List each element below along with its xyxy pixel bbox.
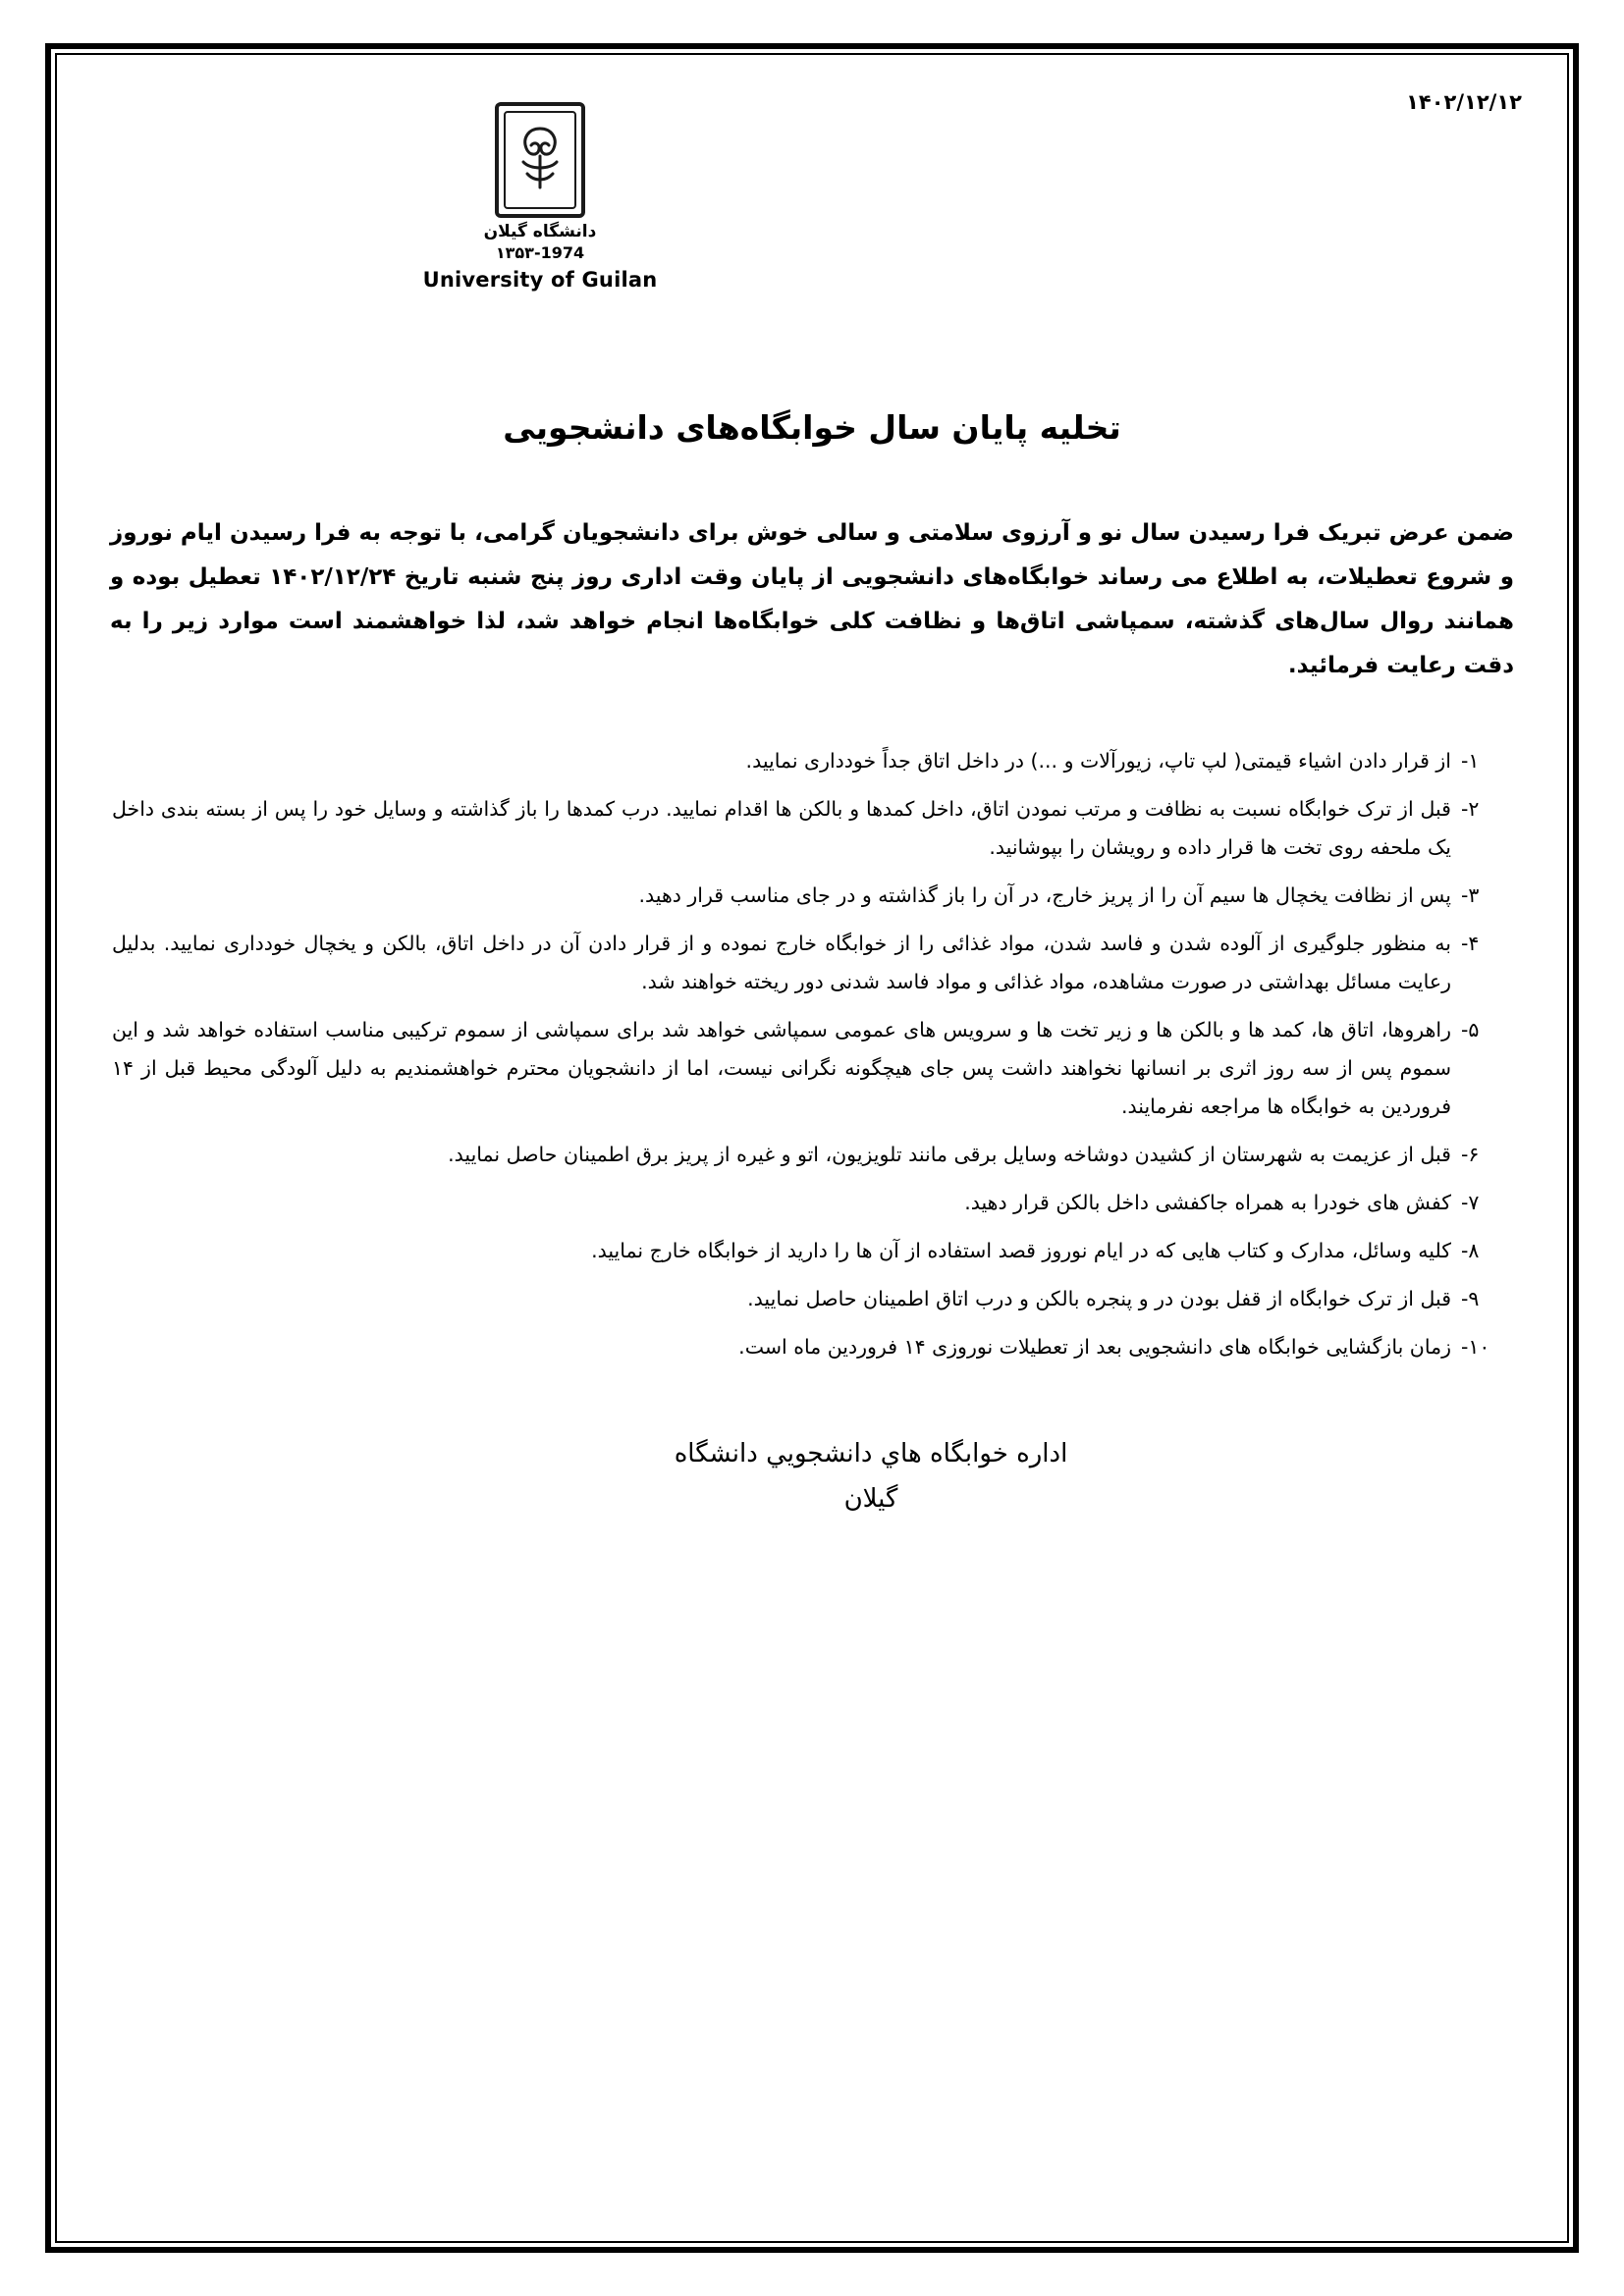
list-item-number: ۸- xyxy=(1461,1238,1480,1262)
university-emblem-icon xyxy=(495,102,585,218)
list-item xyxy=(112,1328,1506,1366)
list-item-number: ۲- xyxy=(1461,797,1480,822)
list-item-text: کفش های خودرا به همراه جاکفشی داخل بالکن قرار دهید. xyxy=(964,1190,1451,1214)
list-item-number: ۳- xyxy=(1461,883,1480,908)
list-item-text: کلیه وسائل، مدارک و کتاب هایی که در ایام نوروز قصد استفاده از آن ها را دارید از خوابگاه خارج نمایید. xyxy=(591,1238,1451,1262)
university-founding-year: ۱۳۵۳-1974 xyxy=(495,243,585,262)
list-item-text: راهروها، اتاق ها، کمد ها و بالکن ها و زیر تخت ها و سرویس های عمومی سمپاشی خواهد شد برای سمپاشی از سموم ترکیبی مناسب استفاده خواهد شد و این سموم پس از سه روز اثری بر انسانها نخواهند داشت پس جای هیچگونه نگرانی نیست، اما از دانشجویان محترم خواهشمندیم به دلیل آلودگی محیط قبل از ۱۴ فروردین به خوابگاه ها مراجعه نفرمایند. xyxy=(112,1018,1451,1118)
list-item-number: ۹- xyxy=(1461,1286,1480,1310)
list-item-text: قبل از عزیمت به شهرستان از کشیدن دوشاخه وسایل برقی مانند تلویزیون، اتو و غیره از پریز برق اطمینان حاصل نمایید. xyxy=(448,1142,1451,1166)
list-item xyxy=(112,1011,1506,1126)
signature-line-1: اداره خوابگاه هاي دانشجويي دانشگاه xyxy=(674,1438,1068,1468)
list-item-number: ۴- xyxy=(1461,932,1480,956)
signature-block xyxy=(88,1431,1536,1523)
list-item-text: قبل از ترک خوابگاه از قفل بودن در و پنجره بالکن و درب اتاق اطمینان حاصل نمایید. xyxy=(747,1286,1451,1310)
list-item xyxy=(112,1136,1506,1174)
university-name-en: University of Guilan xyxy=(422,268,658,292)
list-item-text: پس از نظافت یخچال ها سیم آن را از پریز خارج، در آن را باز گذاشته و در جای مناسب قرار دهید. xyxy=(638,883,1451,908)
instructions-list xyxy=(112,742,1506,1365)
list-item-text: از قرار دادن اشیاء قیمتی( لپ تاپ، زیورآلات و ...) در داخل اتاق جداً خودداری نمایید. xyxy=(745,749,1451,774)
list-item xyxy=(112,742,1506,780)
list-item-text: قبل از ترک خوابگاه نسبت به نظافت و مرتب نمودن اتاق، داخل کمدها و بالکن ها اقدام نمایید. درب کمدها را باز گذاشته و وسایل خود را پس از بسته بندی داخل یک ملحفه روی تخت ها قرار داده و رویشان را بپوشانید. xyxy=(112,797,1451,860)
list-item-number: ۱- xyxy=(1461,749,1480,774)
emblem-glyph xyxy=(507,116,573,202)
list-item-number: ۷- xyxy=(1461,1190,1480,1214)
intro-paragraph: ضمن عرض تبریک فرا رسیدن سال نو و آرزوی سلامتی و سالی خوش برای دانشجویان گرامی، با توجه به فرا رسیدن ایام نوروز و شروع تعطیلات، به اطلاع می رساند خوابگاه‌های دانشجویی از پایان وقت اداری روز پنج شنبه تاریخ ۱۴۰۲/۱۲/۲۴ تعطیل بوده و همانند روال سال‌های گذشته، سمپاشی اتاق‌ها و نظافت کلی خوابگاه‌ها انجام خواهد شد، لذا خواهشمند است موارد زیر را به دقت رعایت فرمائید. xyxy=(110,520,1514,678)
list-item-number: ۵- xyxy=(1461,1018,1480,1041)
document-content xyxy=(88,84,1536,2212)
page-title: تخلیه پایان سال خوابگاه‌های دانشجویی xyxy=(503,408,1121,447)
list-item xyxy=(112,1184,1506,1222)
list-item xyxy=(112,1280,1506,1318)
list-item xyxy=(112,925,1506,1001)
university-logo xyxy=(393,102,687,292)
list-item xyxy=(112,1232,1506,1270)
signature-line-2: گيلان xyxy=(843,1484,898,1515)
list-item-number: ۶- xyxy=(1461,1142,1480,1166)
document-date: ۱۴۰۲/۱۲/۱۲ xyxy=(1406,90,1522,114)
list-item-text: زمان بازگشایی خوابگاه های دانشجویی بعد از تعطیلات نوروزی ۱۴ فروردین ماه است. xyxy=(738,1334,1451,1359)
university-name-fa: دانشگاه گیلان xyxy=(483,222,597,241)
list-item-text: به منظور جلوگیری از آلوده شدن و فاسد شدن، مواد غذائی را از خوابگاه خارج نموده و از قرار دادن آن در داخل اتاق، بالکن و یخچال خودداری نمایید. بدلیل رعایت مسائل بهداشتی در صورت مشاهده، مواد غذائی و مواد فاسد شدنی دور ریخته خواهند شد. xyxy=(112,932,1451,994)
list-item-number: ۱۰- xyxy=(1461,1334,1490,1359)
list-item xyxy=(112,877,1506,915)
list-item xyxy=(112,790,1506,867)
